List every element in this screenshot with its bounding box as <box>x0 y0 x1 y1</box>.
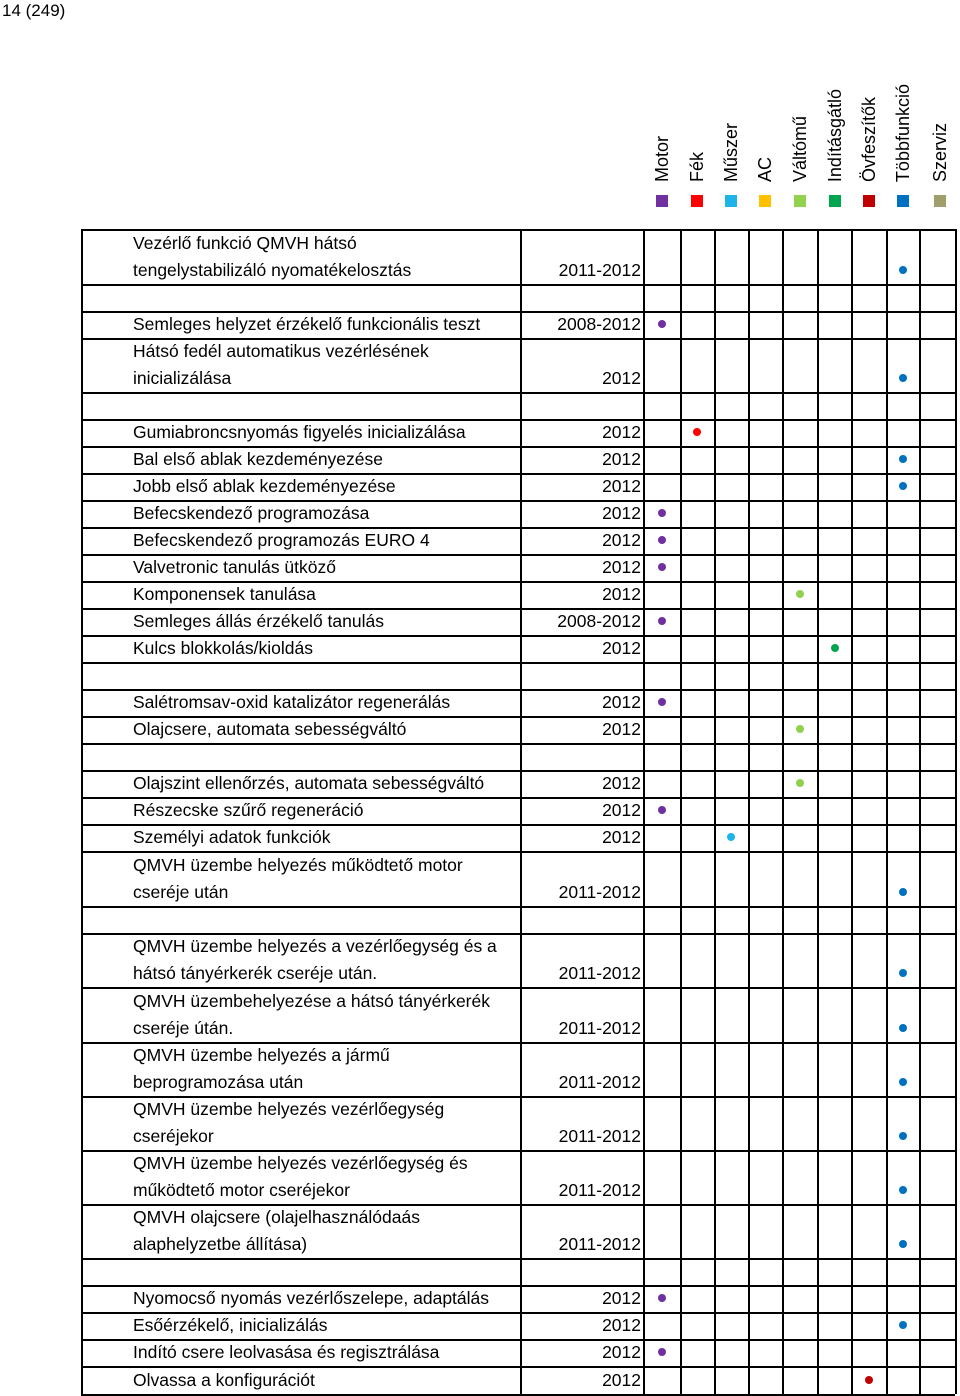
row-function-name: működtető motor cseréjekor <box>133 1180 350 1200</box>
category-dot-valtomu <box>796 779 804 787</box>
category-dot-muszer <box>727 833 735 841</box>
row-year: 2012 <box>602 1315 641 1335</box>
row-function-name: QMVH üzembe helyezés a jármű <box>133 1045 390 1065</box>
row-year: 2011-2012 <box>558 260 641 280</box>
row-year: 2011-2012 <box>558 1072 641 1092</box>
grid-horizontal-line <box>81 1394 955 1396</box>
row-year: 2011-2012 <box>558 1234 641 1254</box>
category-dot-motor <box>658 563 666 571</box>
category-dot-tobbfunkcio <box>899 1132 907 1140</box>
category-dot-tobbfunkcio <box>899 1240 907 1248</box>
row-year: 2012 <box>602 476 641 496</box>
legend-square-ac <box>759 195 771 207</box>
row-year: 2012 <box>602 1288 641 1308</box>
row-year: 2012 <box>602 773 641 793</box>
row-function-name: QMVH üzembe helyezés a vezérlőegység és a <box>133 936 497 956</box>
row-year: 2012 <box>602 584 641 604</box>
row-year: 2012 <box>602 638 641 658</box>
row-function-name: Nyomocső nyomás vezérlőszelepe, adaptálás <box>133 1288 490 1308</box>
legend-square-tobbfunkcio <box>897 195 909 207</box>
category-dot-motor <box>658 1348 666 1356</box>
row-function-name: cseréjekor <box>133 1126 214 1146</box>
row-year: 2008-2012 <box>557 611 641 631</box>
row-function-name: tengelystabilizáló nyomatékelosztás <box>133 260 412 280</box>
row-year: 2012 <box>602 800 641 820</box>
category-dot-tobbfunkcio <box>899 1024 907 1032</box>
row-year: 2012 <box>602 827 641 847</box>
row-year: 2011-2012 <box>558 1018 641 1038</box>
row-function-name: Hátsó fedél automatikus vezérlésének <box>133 341 429 361</box>
category-dot-tobbfunkcio <box>899 888 907 896</box>
column-label-ac: AC <box>755 156 775 182</box>
grid-vertical-line <box>955 229 957 1394</box>
grid-vertical-line <box>81 229 83 1394</box>
grid-vertical-line <box>817 229 819 1394</box>
row-function-name: Komponensek tanulása <box>133 584 316 604</box>
row-function-name: alaphelyzetbe állítása) <box>133 1234 308 1254</box>
row-function-name: hátsó tányérkerék cseréje után. <box>133 963 378 983</box>
row-year: 2011-2012 <box>558 1180 641 1200</box>
category-dot-tobbfunkcio <box>899 455 907 463</box>
row-function-name: Olajszint ellenőrzés, automata sebességváltó <box>133 773 485 793</box>
grid-vertical-line <box>643 229 645 1394</box>
row-function-name: Semleges helyzet érzékelő funkcionális teszt <box>133 314 481 334</box>
row-year: 2012 <box>602 557 641 577</box>
grid-vertical-line <box>919 229 921 1394</box>
row-function-name: QMVH üzembe helyezés vezérlőegység és <box>133 1153 468 1173</box>
row-year: 2012 <box>602 530 641 550</box>
row-year: 2012 <box>602 449 641 469</box>
row-function-name: Részecske szűrő regeneráció <box>133 800 364 820</box>
row-year: 2012 <box>602 503 641 523</box>
column-header-ac <box>747 4 783 182</box>
legend-square-motor <box>656 195 668 207</box>
legend-square-muszer <box>725 195 737 207</box>
grid-vertical-line <box>714 229 716 1394</box>
grid-vertical-line <box>680 229 682 1394</box>
column-header-tobbfunkcio <box>885 4 921 182</box>
row-function-name: Jobb első ablak kezdeményezése <box>133 476 396 496</box>
row-year: 2012 <box>602 1370 641 1390</box>
column-header-valtomu <box>782 4 818 182</box>
row-year: 2012 <box>602 368 641 388</box>
column-header-szerviz <box>922 4 958 182</box>
category-dot-motor <box>658 806 666 814</box>
grid-vertical-line <box>782 229 784 1394</box>
row-function-name: inicializálása <box>133 368 232 388</box>
legend-square-szerviz <box>934 195 946 207</box>
column-header-motor <box>644 4 680 182</box>
category-dot-tobbfunkcio <box>899 482 907 490</box>
category-dot-motor <box>658 320 666 328</box>
grid-horizontal-line <box>81 1258 955 1260</box>
grid-horizontal-line <box>81 392 955 394</box>
row-function-name: Bal első ablak kezdeményezése <box>133 449 384 469</box>
row-function-name: QMVH üzembe helyezés vezérlőegység <box>133 1099 445 1119</box>
row-year: 2012 <box>602 719 641 739</box>
row-function-name: Befecskendező programozás EURO 4 <box>133 530 430 550</box>
column-label-tobbfunkcio: Többfunkció <box>893 83 913 182</box>
row-function-name: Esőérzékelő, inicializálás <box>133 1315 328 1335</box>
row-year: 2008-2012 <box>557 314 641 334</box>
column-header-muszer <box>713 4 749 182</box>
category-dot-inditasgatlo <box>831 644 839 652</box>
grid-vertical-line <box>748 229 750 1394</box>
column-label-muszer: Műszer <box>721 122 741 182</box>
row-function-name: Kulcs blokkolás/kioldás <box>133 638 313 658</box>
row-year: 2012 <box>602 1342 641 1362</box>
row-year: 2011-2012 <box>558 882 641 902</box>
row-function-name: cseréje után <box>133 882 229 902</box>
row-function-name: Indító csere leolvasása és regisztrálása <box>133 1342 440 1362</box>
row-year: 2012 <box>602 422 641 442</box>
column-label-fek: Fék <box>687 151 707 182</box>
column-label-szerviz: Szerviz <box>930 122 950 182</box>
category-dot-motor <box>658 509 666 517</box>
row-function-name: Vezérlő funkció QMVH hátsó <box>133 233 357 253</box>
category-dot-motor <box>658 617 666 625</box>
row-function-name: beprogramozása után <box>133 1072 304 1092</box>
page-number: 14 (249) <box>2 1 66 20</box>
category-dot-tobbfunkcio <box>899 266 907 274</box>
row-function-name: Salétromsav-oxid katalizátor regenerálás <box>133 692 451 712</box>
column-label-inditasgatlo: Indításgátló <box>825 88 845 182</box>
category-dot-tobbfunkcio <box>899 1186 907 1194</box>
column-label-ovfeszitok: Övfeszítők <box>859 96 879 182</box>
row-function-name: Gumiabroncsnyomás figyelés inicializálása <box>133 422 466 442</box>
legend-square-ovfeszitok <box>863 195 875 207</box>
grid-vertical-line <box>851 229 853 1394</box>
column-header-fek <box>679 4 715 182</box>
row-year: 2011-2012 <box>558 1126 641 1146</box>
row-function-name: Befecskendező programozása <box>133 503 370 523</box>
row-function-name: Semleges állás érzékelő tanulás <box>133 611 384 631</box>
grid-horizontal-line <box>81 284 955 286</box>
row-function-name: Valvetronic tanulás ütköző <box>133 557 336 577</box>
row-function-name: Olvassa a konfigurációt <box>133 1370 315 1390</box>
category-dot-tobbfunkcio <box>899 1078 907 1086</box>
grid-horizontal-line <box>81 662 955 664</box>
grid-vertical-line <box>886 229 888 1394</box>
legend-square-inditasgatlo <box>829 195 841 207</box>
category-dot-fek <box>693 428 701 436</box>
category-dot-tobbfunkcio <box>899 1321 907 1329</box>
legend-square-valtomu <box>794 195 806 207</box>
category-dot-ovfeszitok <box>865 1376 873 1384</box>
category-dot-valtomu <box>796 725 804 733</box>
row-year: 2011-2012 <box>558 963 641 983</box>
column-header-inditasgatlo <box>817 4 853 182</box>
category-dot-tobbfunkcio <box>899 969 907 977</box>
category-dot-tobbfunkcio <box>899 374 907 382</box>
row-function-name: cseréje útán. <box>133 1018 234 1038</box>
row-function-name: QMVH olajcsere (olajelhasználódaás <box>133 1207 420 1227</box>
column-label-motor: Motor <box>652 135 672 182</box>
legend-square-fek <box>691 195 703 207</box>
column-header-ovfeszitok <box>851 4 887 182</box>
row-function-name: QMVH üzembe helyezés működtető motor <box>133 855 463 875</box>
grid-horizontal-line <box>81 743 955 745</box>
column-label-valtomu: Váltómű <box>790 115 810 182</box>
row-function-name: QMVH üzembehelyezése a hátsó tányérkerék <box>133 991 490 1011</box>
row-year: 2012 <box>602 692 641 712</box>
category-dot-valtomu <box>796 590 804 598</box>
grid-horizontal-line <box>81 906 955 908</box>
row-function-name: Olajcsere, automata sebességváltó <box>133 719 407 739</box>
row-function-name: Személyi adatok funkciók <box>133 827 331 847</box>
category-dot-motor <box>658 698 666 706</box>
category-dot-motor <box>658 536 666 544</box>
category-dot-motor <box>658 1294 666 1302</box>
